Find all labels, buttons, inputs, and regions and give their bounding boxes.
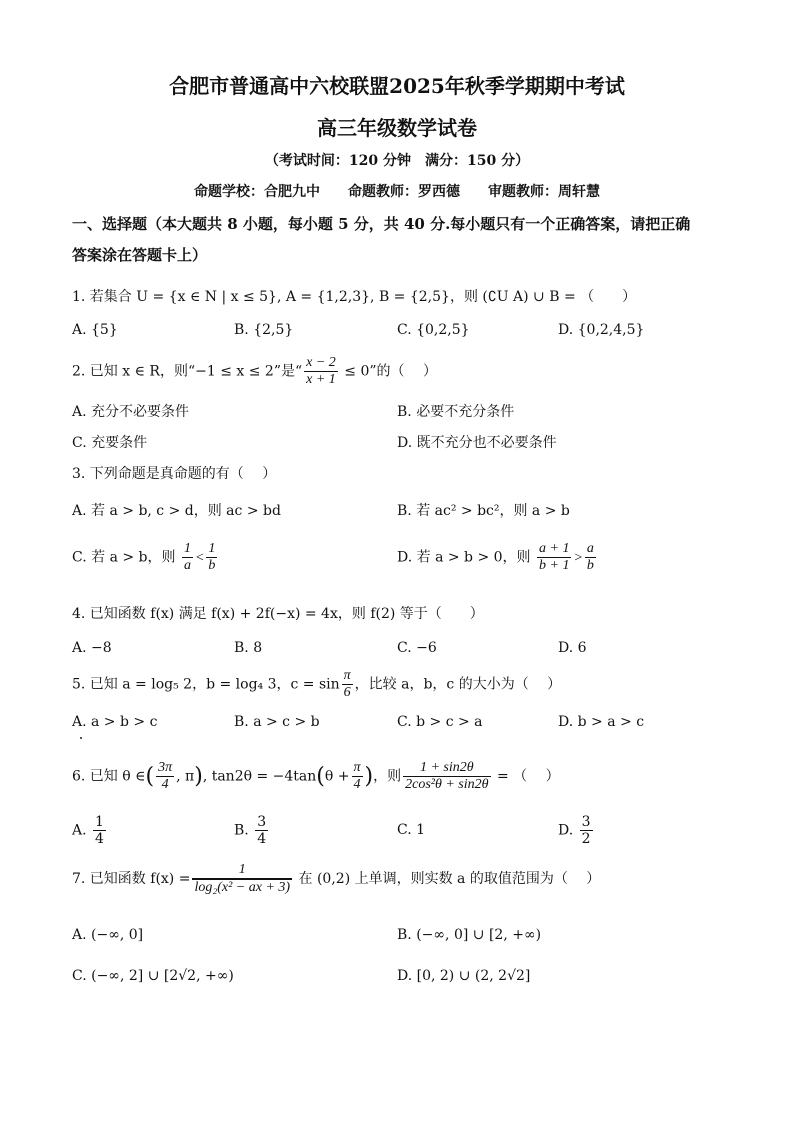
frac-num: 3	[257, 814, 267, 830]
section-heading-cont: 答案涂在答题卡上）	[72, 246, 208, 264]
question-5-option-a: A. a > b > c	[72, 714, 158, 730]
question-3-option-d-frac1	[537, 541, 571, 574]
frac-num: 1	[95, 814, 104, 830]
question-1-option-c: C. {0,2,5}	[397, 322, 470, 338]
question-5-fraction	[342, 668, 353, 701]
question-3-option-d-prefix: D. 若 a > b > 0，则	[397, 549, 531, 566]
question-5-stem-a: 5. 已知 a = log₅ 2，b = log₄ 3，c = sin	[72, 676, 340, 693]
option-fraction	[580, 814, 593, 847]
question-7-stem-b: 在 (0,2) 上单调，则实数 a 的取值范围为（ ）	[294, 871, 601, 887]
question-7-fraction	[192, 862, 292, 896]
question-4-option-b: B. 8	[234, 640, 263, 656]
exam-meta: （考试时间：120 分钟 满分：150 分）	[264, 153, 530, 169]
question-2-fraction	[304, 355, 338, 388]
question-1-stem: 1. 若集合 U = {x ∈ N | x ≤ 5}, A = {1,2,3}, B = {2,5}，则 (∁U A) ∪ B = （ ）	[72, 289, 637, 305]
question-6-stem-a: 6. 已知 θ ∈	[72, 768, 146, 785]
question-2-stem	[72, 355, 437, 388]
question-3-stem: 3. 下列命题是真命题的有（ ）	[72, 466, 277, 482]
question-2-option-b: B. 必要不充分条件	[397, 404, 515, 420]
question-3-option-d	[397, 541, 598, 574]
frac-num: 1	[192, 862, 292, 879]
frac-num: π	[343, 668, 351, 683]
question-2-stem-b: ≤ 0”的（ ）	[339, 363, 437, 380]
exam-subtitle: 高三年级数学试卷	[317, 116, 477, 140]
frac-num: a	[586, 541, 594, 556]
question-2-option-d: D. 既不充分也不必要条件	[397, 435, 557, 451]
question-1-option-a: A. {5}	[72, 322, 118, 338]
paren-open: (	[145, 764, 155, 789]
question-6-option-d	[558, 814, 595, 847]
question-2-frac-num: x − 2	[306, 355, 336, 370]
question-7-option-b: B. (−∞, 0] ∪ [2, +∞)	[397, 927, 542, 943]
section-heading: 一、选择题（本大题共 8 小题，每小题 5 分，共 40 分.每小题只有一个正确答案，请把正确	[72, 215, 691, 233]
question-1-option-b: B. {2,5}	[234, 322, 294, 338]
question-3-option-c-frac2	[206, 541, 217, 574]
question-3-option-a: A. 若 a > b, c > d，则 ac > bd	[72, 503, 281, 519]
frac-den: b	[208, 558, 216, 573]
question-6-stem-b: , π	[176, 768, 195, 785]
question-6-option-c: C. 1	[397, 822, 426, 838]
question-5-stem-b: ，比较 a，b，c 的大小为（ ）	[354, 676, 562, 693]
stray-mark	[80, 737, 82, 739]
question-6-stem-f: = （ ）	[492, 768, 560, 785]
frac-den: 4	[161, 777, 169, 792]
question-6-frac1	[156, 760, 174, 793]
exam-title: 合肥市普通高中六校联盟2025年秋季学期期中考试	[169, 74, 625, 98]
frac-num: 1 + sin2θ	[403, 760, 490, 777]
question-7-stem-a: 7. 已知函数 f(x) =	[72, 871, 191, 887]
frac-den: 4	[257, 831, 267, 847]
option-fraction	[255, 814, 268, 847]
question-6-frac3	[403, 760, 490, 793]
less-than-sign: <	[194, 550, 205, 566]
question-6-frac2	[352, 760, 363, 793]
frac-den: 4	[353, 777, 361, 792]
frac-num: a + 1	[539, 541, 570, 556]
option-label: B.	[234, 822, 249, 839]
question-7-stem	[72, 862, 600, 896]
question-5-stem	[72, 668, 561, 701]
question-2-option-c: C. 充要条件	[72, 435, 148, 451]
frac-num: 1	[208, 541, 216, 556]
exam-authors: 命题学校：合肥九中 命题教师：罗西德 审题教师：周轩慧	[194, 184, 600, 200]
frac-num: π	[353, 760, 361, 775]
question-7-option-d: D. [0, 2) ∪ (2, 2√2]	[397, 968, 531, 984]
question-4-stem: 4. 已知函数 f(x) 满足 f(x) + 2f(−x) = 4x，则 f(2) 等于（ ）	[72, 606, 484, 622]
frac-num: 3π	[158, 760, 173, 775]
question-3-option-c	[72, 541, 219, 574]
question-3-option-c-prefix: C. 若 a > b，则	[72, 549, 176, 566]
frac-den: 6	[343, 685, 351, 700]
question-5-option-c: C. b > c > a	[397, 714, 483, 730]
question-1-option-d: D. {0,2,4,5}	[558, 322, 645, 338]
question-5-option-b: B. a > c > b	[234, 714, 320, 730]
question-4-option-a: A. −8	[72, 640, 112, 656]
frac-den: 4	[95, 831, 104, 847]
question-6-stem-d: θ +	[324, 768, 350, 785]
question-3-option-d-frac2	[585, 541, 596, 574]
question-4-option-d: D. 6	[558, 640, 587, 656]
option-label: A.	[72, 822, 87, 839]
question-7-option-a: A. (−∞, 0]	[72, 927, 144, 943]
question-2-frac-den: x + 1	[306, 372, 336, 387]
frac-den-radical: log₂(x² − ax + 3)	[194, 880, 291, 895]
question-6-stem	[72, 760, 560, 793]
question-6-option-a	[72, 814, 108, 847]
question-4-option-c: C. −6	[397, 640, 437, 656]
frac-num: 3	[581, 814, 591, 830]
frac-den: b + 1	[539, 558, 570, 573]
frac-den: 2	[581, 831, 591, 847]
frac-den: a	[183, 558, 191, 573]
question-6-option-b	[234, 814, 270, 847]
question-7-option-c: C. (−∞, 2] ∪ [2√2, +∞)	[72, 968, 234, 984]
paren-close: )	[194, 764, 203, 789]
question-2-stem-a: 2. 已知 x ∈ R，则“−1 ≤ x ≤ 2”是“	[72, 363, 303, 380]
paren-open: (	[316, 764, 325, 789]
question-5-option-d: D. b > a > c	[558, 714, 645, 730]
question-2-option-a: A. 充分不必要条件	[72, 404, 190, 420]
frac-den: b	[586, 558, 594, 573]
greater-than-sign: >	[573, 550, 583, 566]
question-3-option-c-frac1	[182, 541, 193, 574]
option-label: D.	[558, 822, 574, 839]
frac-den: 2cos²θ + sin2θ	[405, 777, 489, 792]
question-3-option-b: B. 若 ac² > bc²，则 a > b	[397, 503, 570, 519]
question-6-stem-e: ，则	[373, 768, 402, 785]
option-fraction	[93, 814, 106, 847]
question-6-stem-c: , tan2θ = −4tan	[202, 768, 317, 785]
frac-num: 1	[183, 541, 191, 556]
paren-close: )	[364, 764, 374, 789]
